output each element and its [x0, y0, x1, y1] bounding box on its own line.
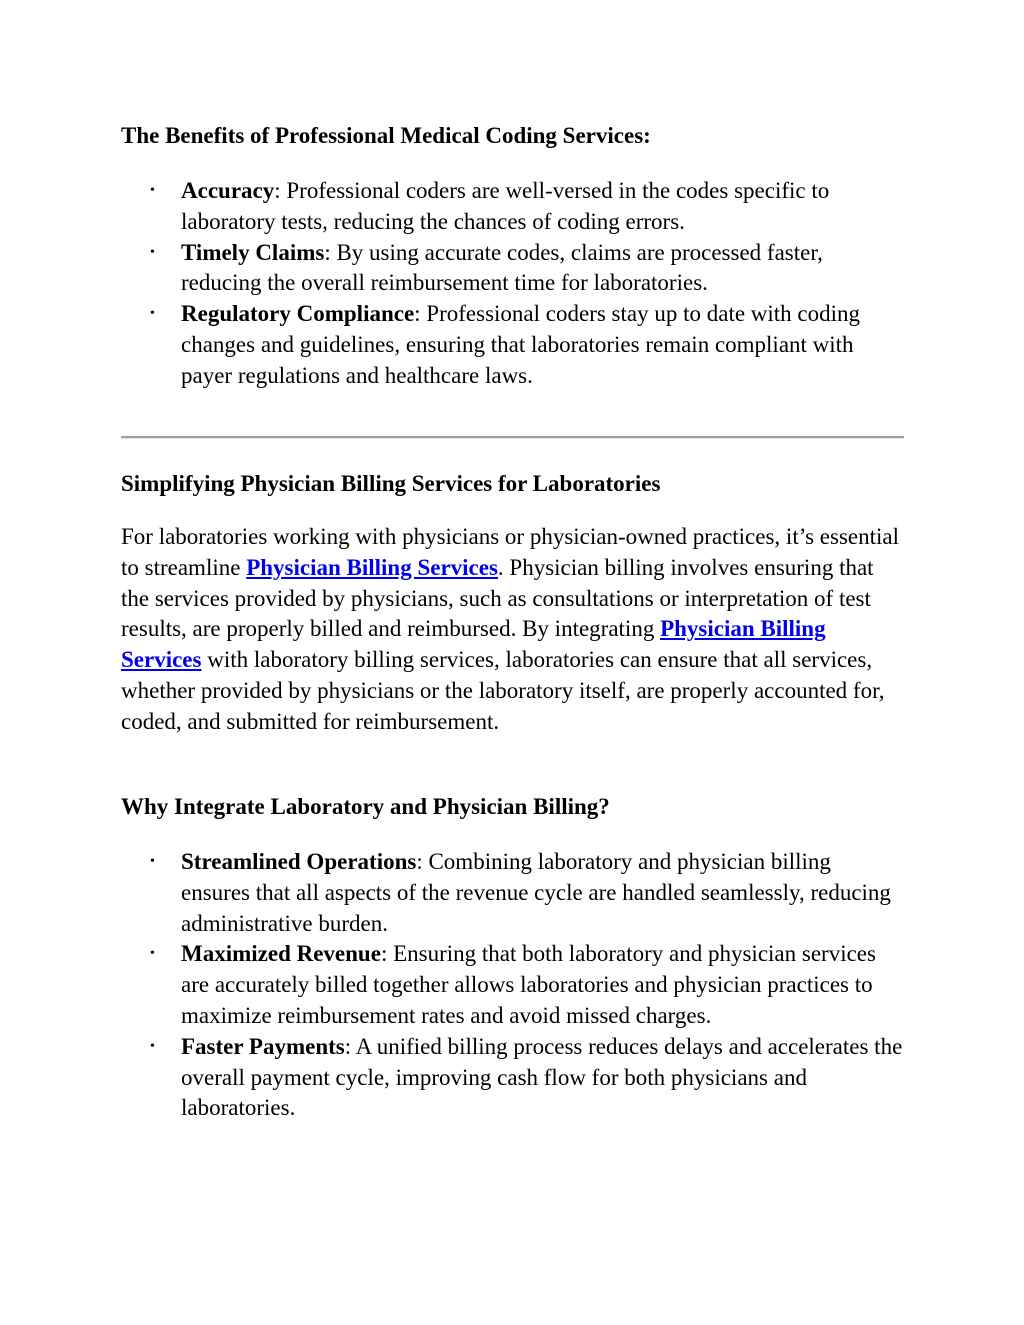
list-item-text: : Ensuring that both laboratory and physician services are accurately billed together allows laboratories and physician practices to maximize reimbursement rates and avoid missed charges.	[181, 941, 876, 1028]
bullet-icon: •	[150, 183, 155, 198]
list-item-term: Timely Claims	[181, 239, 325, 265]
list-item	[121, 176, 904, 238]
bullet-icon: •	[150, 1038, 155, 1054]
bullet-icon: •	[150, 306, 155, 322]
list-item-text: : Professional coders stay up to date with coding changes and guidelines, ensuring that laboratories remain compliant with payer regulations and healthcare laws.	[181, 301, 861, 388]
list-item	[121, 847, 904, 939]
physician-billing-services-link[interactable]: Physician Billing Services	[246, 554, 498, 580]
list-item-text: : Combining laboratory and physician billing ensures that all aspects of the revenue cycle are handled seamlessly, reducing administrative burden.	[181, 849, 891, 936]
list-item-term: Faster Payments	[181, 1033, 345, 1059]
list-item-term: Regulatory Compliance	[181, 301, 415, 327]
list-item	[121, 238, 904, 300]
list-item-term: Accuracy	[181, 178, 275, 203]
list-item	[121, 939, 904, 1031]
list-item-term: Streamlined Operations	[181, 849, 417, 874]
paragraph-text: with laboratory billing services, laboratories can ensure that all services, whether provided by physicians or the laboratory itself, are properly accounted for, coded, and submitted for reimbursement.	[121, 647, 885, 734]
physician-billing-services-link[interactable]: Physician Billing Services	[121, 616, 826, 673]
list-item-text: : By using accurate codes, claims are processed faster, reducing the overall reimbursement time for laboratories.	[181, 239, 823, 296]
integration-benefits-list	[121, 847, 904, 1124]
physician-billing-paragraph	[121, 522, 904, 738]
bullet-icon: •	[150, 946, 155, 962]
list-item-text: : Professional coders are well-versed in the codes specific to laboratory tests, reducing the chances of coding errors.	[181, 178, 830, 234]
bullet-icon: •	[150, 854, 155, 869]
section-heading-coding-benefits: The Benefits of Professional Medical Coding Services:	[121, 123, 651, 148]
section-heading-why-integrate: Why Integrate Laboratory and Physician Billing?	[121, 794, 610, 819]
paragraph-text: For laboratories working with physicians or physician-owned practices, it’s essential to streamline	[121, 524, 899, 580]
list-item	[121, 1032, 904, 1124]
coding-benefits-list	[121, 176, 904, 392]
horizontal-divider	[121, 436, 904, 439]
bullet-icon: •	[150, 244, 155, 260]
list-item-text: : A unified billing process reduces delays and accelerates the overall payment cycle, improving cash flow for both physicians and laboratories.	[181, 1033, 903, 1121]
section-heading-physician-billing: Simplifying Physician Billing Services for Laboratories	[121, 471, 661, 496]
paragraph-text: . Physician billing involves ensuring that the services provided by physicians, such as consultations or interpretation of test results, are properly billed and reimbursed. By integrating	[121, 554, 874, 642]
list-item-term: Maximized Revenue	[181, 941, 381, 967]
list-item	[121, 299, 904, 391]
